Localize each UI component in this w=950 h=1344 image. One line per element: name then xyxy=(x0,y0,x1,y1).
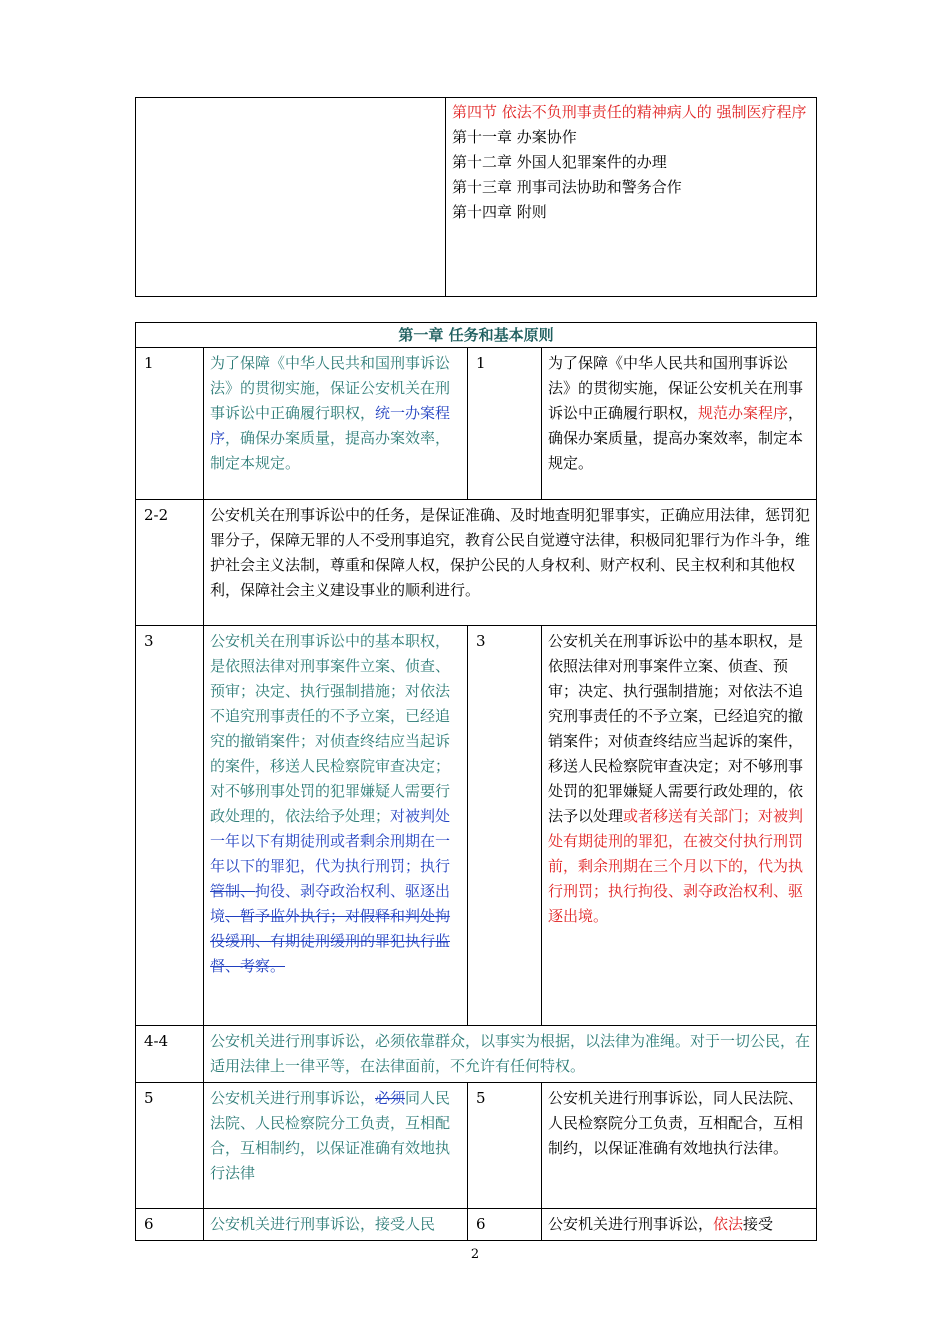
old-article-number: 1 xyxy=(136,348,204,500)
table-row xyxy=(136,626,817,1026)
old-article-number: 6 xyxy=(136,1209,204,1241)
old-article-text: 公安机关进行刑事诉讼，接受人民 xyxy=(204,1209,468,1241)
deleted-text: 必须 xyxy=(375,1089,406,1107)
new-article-text: 公安机关进行刑事诉讼，依法接受 xyxy=(542,1209,817,1241)
new-article-text: 公安机关进行刑事诉讼，同人民法院、人民检察院分工负责，互相配合，互相制约，以保证准确有效地执行法律。 xyxy=(542,1083,817,1209)
table-row xyxy=(136,1083,817,1209)
table-row xyxy=(136,1026,817,1083)
toc-chapter14: 第十四章 附则 xyxy=(452,203,547,221)
deleted-text: 管制、 xyxy=(210,882,256,900)
old-article-number: 3 xyxy=(136,626,204,1026)
deleted-text: 、暂予监外执行；对假释和判处拘役缓刑、有期徒刑缓刑的罪犯执行监督、考察。 xyxy=(210,907,451,975)
table-row xyxy=(136,500,817,626)
toc-chapter12: 第十二章 外国人犯罪案件的办理 xyxy=(452,153,667,171)
new-changed-text: 规范办案程序 xyxy=(698,404,789,422)
old-article-text: 为了保障《中华人民共和国刑事诉讼法》的贯彻实施，保证公安机关在刑事诉讼中正确履行职权，统一办案程序，确保办案质量，提高办案效率，制定本规定。 xyxy=(204,348,468,500)
merged-article-text: 公安机关进行刑事诉讼，必须依靠群众，以事实为根据，以法律为准绳。对于一切公民，在适用法律上一律平等，在法律面前，不允许有任何特权。 xyxy=(204,1026,817,1083)
new-article-text: 公安机关在刑事诉讼中的基本职权，是依照法律对刑事案件立案、侦查、预审；决定、执行强制措施；对依法不追究刑事责任的不予立案，已经追究的撤销案件；对侦查终结应当起诉的案件，移送人民检察院审查决定；对不够刑事处罚的犯罪嫌疑人需要行政处理的，依法予以处理或者移送有关部门；对被判处有期徒刑的罪犯，在被交付执行刑罚前，剩余刑期在三个月以下的，代为执行刑罚；执行拘役、剥夺政治权利、驱逐出境。 xyxy=(542,626,817,1026)
new-changed-text: 或者移送有关部门；对被判处有期徒刑的罪犯，在被交付执行刑罚前，剩余刑期在三个月以下的，代为执行刑罚；执行拘役、剥夺政治权利、驱逐出境。 xyxy=(548,807,804,925)
new-article-number: 1 xyxy=(468,348,542,500)
old-changed-text: 统一办案程序 xyxy=(210,404,451,447)
toc-table xyxy=(135,97,817,297)
new-article-number: 5 xyxy=(468,1083,542,1209)
chapter-title: 第一章 任务和基本原则 xyxy=(136,323,817,348)
new-article-text: 为了保障《中华人民共和国刑事诉讼法》的贯彻实施，保证公安机关在刑事诉讼中正确履行职权，规范办案程序，确保办案质量，提高办案效率，制定本规定。 xyxy=(542,348,817,500)
new-article-number: 3 xyxy=(468,626,542,1026)
toc-chapter11: 第十一章 办案协作 xyxy=(452,128,577,146)
toc-left-cell xyxy=(136,98,446,297)
table-row xyxy=(136,348,817,500)
table-row xyxy=(136,1209,817,1241)
merged-article-text: 公安机关在刑事诉讼中的任务，是保证准确、及时地查明犯罪事实，正确应用法律，惩罚犯罪分子，保障无罪的人不受刑事追究，教育公民自觉遵守法律，积极同犯罪行为作斗争，维护社会主义法制，尊重和保障人权，保护公民的人身权利、财产权利、民主权利和其他权利，保障社会主义建设事业的顺利进行。 xyxy=(204,500,817,626)
toc-chapter13: 第十三章 刑事司法协助和警务合作 xyxy=(452,178,682,196)
chapter-header-row xyxy=(136,323,817,348)
page-number: 2 xyxy=(470,1247,480,1262)
new-changed-text: 依法 xyxy=(713,1215,744,1233)
comparison-table xyxy=(135,322,817,1241)
old-article-number: 5 xyxy=(136,1083,204,1209)
old-article-text: 公安机关进行刑事诉讼，必须同人民法院、人民检察院分工负责，互相配合，互相制约，以保证准确有效地执行法律 xyxy=(204,1083,468,1209)
new-article-number: 6 xyxy=(468,1209,542,1241)
toc-section4: 第四节 依法不负刑事责任的精神病人的 强制医疗程序 xyxy=(452,103,807,121)
old-article-text: 公安机关在刑事诉讼中的基本职权，是依照法律对刑事案件立案、侦查、预审；决定、执行强制措施；对依法不追究刑事责任的不予立案，已经追究的撤销案件；对侦查终结应当起诉的案件，移送人民检察院审查决定；对不够刑事处罚的犯罪嫌疑人需要行政处理的，依法给予处理；对被判处一年以下有期徒刑或者剩余刑期在一年以下的罪犯，代为执行刑罚；执行管制、拘役、剥夺政治权利、驱逐出境、暂予监外执行；对假释和判处拘役缓刑、有期徒刑缓刑的罪犯执行监督、考察。 xyxy=(204,626,468,1026)
toc-right-cell xyxy=(446,98,817,297)
article-number: 4-4 xyxy=(136,1026,204,1083)
article-number: 2-2 xyxy=(136,500,204,626)
